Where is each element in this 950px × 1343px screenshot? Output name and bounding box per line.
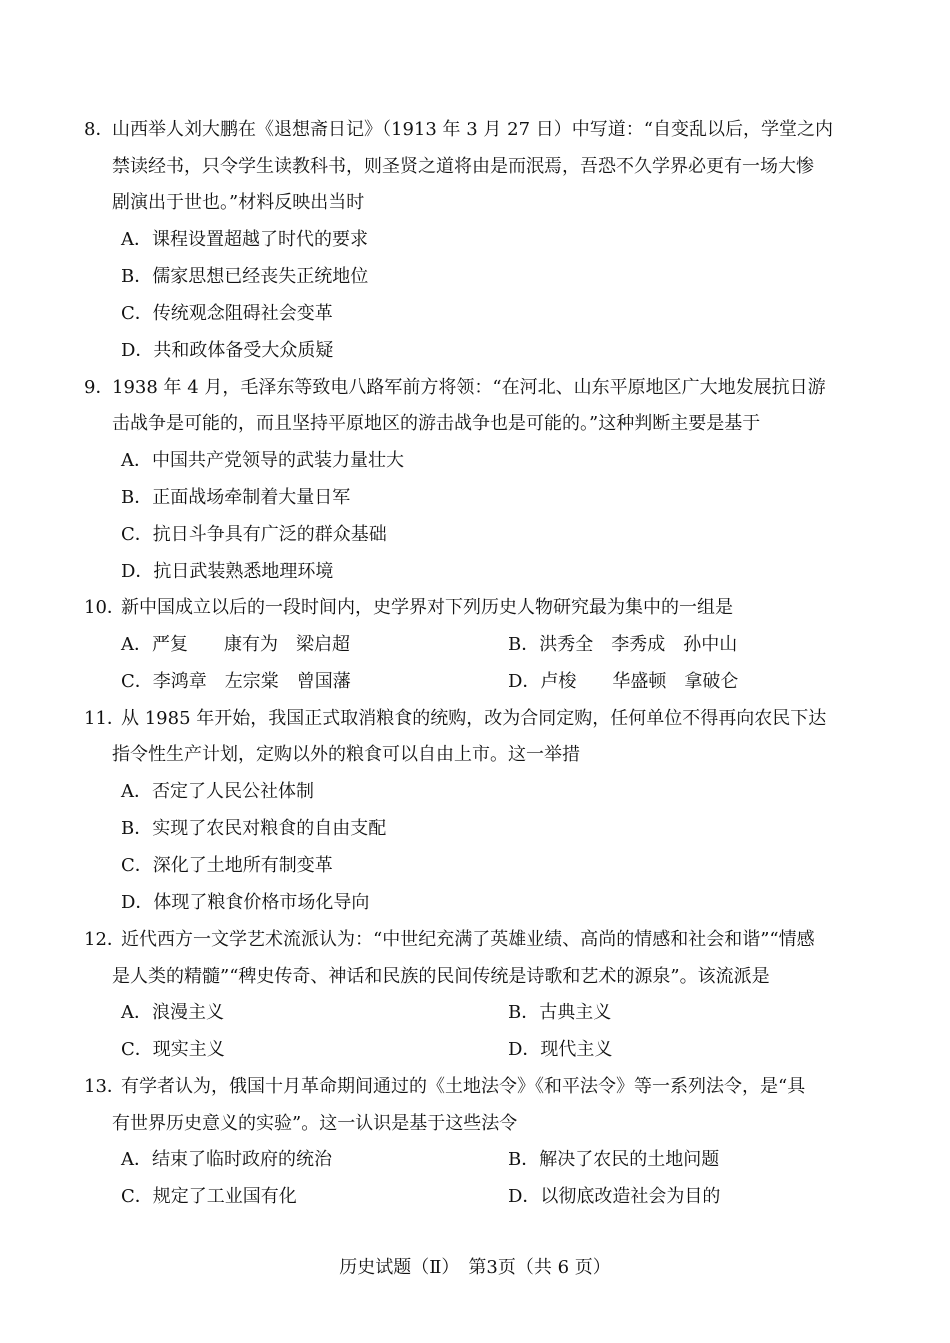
- question-stem: 山西举人刘大鹏在《退想斋日记》（1913 年 3 月 27 日）中写道：“自变乱以后，学堂之内: [112, 119, 833, 140]
- option-a: A．课程设置超越了时代的要求: [121, 229, 368, 250]
- option-b: B．儒家思想已经丧失正统地位: [121, 266, 369, 287]
- option-b: B．古典主义: [508, 1002, 612, 1023]
- question-number: 11．: [84, 708, 125, 729]
- option-c: C．深化了土地所有制变革: [121, 855, 333, 876]
- question-stem: 有世界历史意义的实验”。这一认识是基于这些法令: [112, 1113, 518, 1134]
- question-stem: 新中国成立以后的一段时间内，史学界对下列历史人物研究最为集中的一组是: [121, 597, 733, 618]
- option-b: B．解决了农民的土地问题: [508, 1149, 720, 1170]
- option-a: A．否定了人民公社体制: [121, 781, 314, 802]
- question-stem: 剧演出于世也。”材料反映出当时: [112, 192, 365, 213]
- option-c: C．规定了工业国有化: [121, 1186, 297, 1207]
- option-c: C．传统观念阻碍社会变革: [121, 303, 333, 324]
- question-stem: 禁读经书，只令学生读教科书，则圣贤之道将由是而泯焉，吾恐不久学界必更有一场大惨: [112, 156, 814, 177]
- question-stem: 是人类的精髓”“稗史传奇、神话和民族的民间传统是诗歌和艺术的源泉”。该流派是: [112, 966, 770, 987]
- question-number: 12．: [84, 929, 125, 950]
- option-b: B．正面战场牵制着大量日军: [121, 487, 351, 508]
- option-d: D．现代主义: [508, 1039, 613, 1060]
- option-a: A．严复 康有为 梁启超: [121, 634, 350, 655]
- option-d: D．共和政体备受大众质疑: [121, 340, 334, 361]
- option-d: D．卢梭 华盛顿 拿破仑: [508, 671, 739, 692]
- option-b: B．实现了农民对粮食的自由支配: [121, 818, 387, 839]
- question-stem: 有学者认为，俄国十月革命期间通过的《土地法令》《和平法令》等一系列法令，是“具: [121, 1076, 806, 1097]
- question-number: 13．: [84, 1076, 125, 1097]
- question-stem: 1938 年 4 月，毛泽东等致电八路军前方将领：“在河北、山东平原地区广大地发展抗日游: [112, 377, 826, 398]
- option-b: B．洪秀全 李秀成 孙中山: [508, 634, 738, 655]
- question-stem: 击战争是可能的，而且坚持平原地区的游击战争也是可能的。”这种判断主要是基于: [112, 413, 761, 434]
- option-c: C．李鸿章 左宗棠 曾国藩: [121, 671, 351, 692]
- question-number: 8．: [84, 119, 114, 140]
- option-a: A．浪漫主义: [121, 1002, 224, 1023]
- option-d: D．抗日武装熟悉地理环境: [121, 561, 334, 582]
- question-stem: 指令性生产计划，定购以外的粮食可以自由上市。这一举措: [112, 744, 580, 765]
- option-c: C．抗日斗争具有广泛的群众基础: [121, 524, 387, 545]
- question-stem: 近代西方一文学艺术流派认为：“中世纪充满了英雄业绩、高尚的情感和社会和谐”“情感: [121, 929, 815, 950]
- option-a: A．结束了临时政府的统治: [121, 1149, 332, 1170]
- option-a: A．中国共产党领导的武装力量壮大: [121, 450, 404, 471]
- option-d: D．体现了粮食价格市场化导向: [121, 892, 370, 913]
- question-stem: 从 1985 年开始，我国正式取消粮食的统购，改为合同定购，任何单位不得再向农民下达: [121, 708, 827, 729]
- option-c: C．现实主义: [121, 1039, 225, 1060]
- page-footer: 历史试题（Ⅱ） 第3页（共 6 页）: [339, 1257, 611, 1278]
- question-number: 10．: [84, 597, 125, 618]
- question-number: 9．: [84, 377, 114, 398]
- option-d: D．以彻底改造社会为目的: [508, 1186, 721, 1207]
